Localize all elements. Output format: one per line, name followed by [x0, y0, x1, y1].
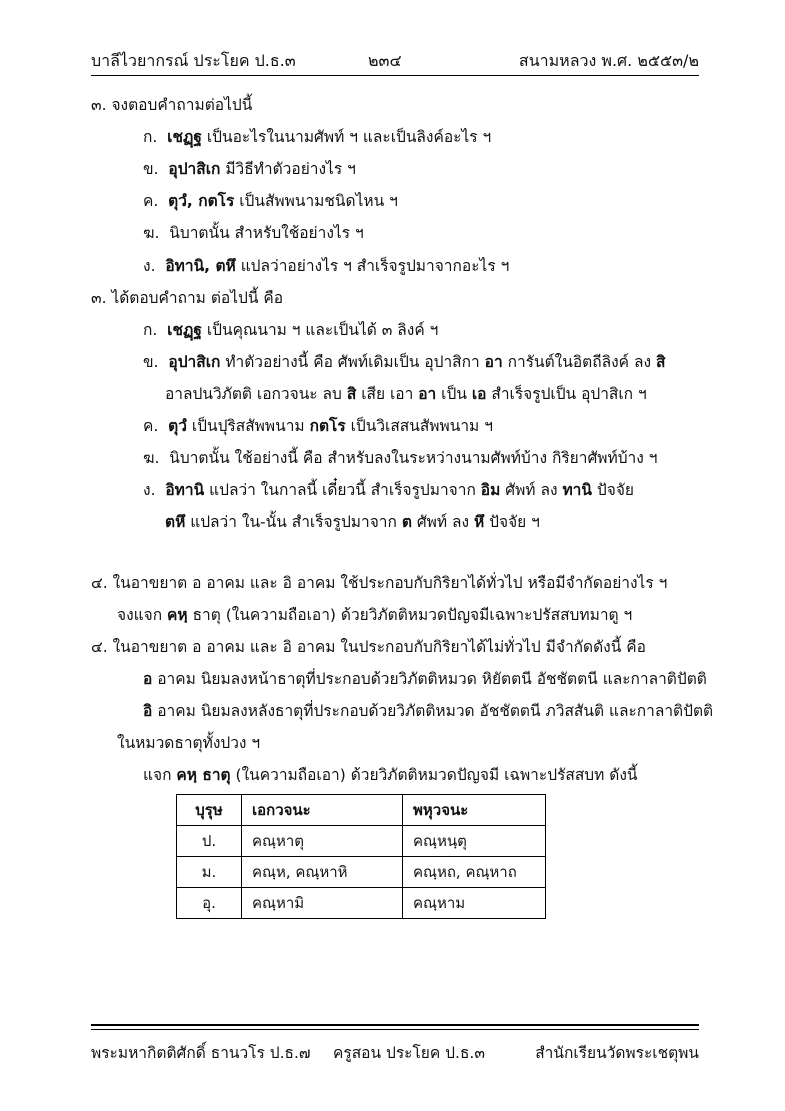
answer4-line1: ๔. ในอาขยาต อ อาคม และ อิ อาคม ในประกอบกับกิริยาได้ไม่ทั่วไป มีจำกัดดังนี้ คือ — [91, 638, 646, 656]
header-rule — [91, 75, 699, 76]
table-header-cell: บุรุษ — [177, 795, 242, 826]
table-cell: คณฺหาม — [403, 888, 546, 919]
question3-item-d: ฆ. นิบาตนั้น สำหรับใช้อย่างไร ฯ — [143, 224, 364, 242]
table-cell: คณฺหาตุ — [242, 826, 403, 857]
table-row — [177, 888, 546, 919]
footer-left: พระมหากิตติศักดิ์ ธานวโร ป.ธ.๗ — [91, 1044, 311, 1062]
answer4-line2: อ อาคม นิยมลงหน้าธาตุที่ประกอบด้วยวิภัตติหมวด หิยัตตนี อัชชัตตนี และกาลาติปัตติ — [143, 670, 707, 688]
answer3-item-e-cont: ตหึ แปลว่า ใน-นั้น สำเร็จรูปมาจาก ต ศัพท์ ลง หึ ปัจจัย ฯ — [165, 513, 540, 531]
table-header-cell: เอกวจนะ — [242, 795, 403, 826]
header-left: บาลีไวยากรณ์ ประโยค ป.ธ.๓ — [91, 51, 296, 70]
question4-line1: ๔. ในอาขยาต อ อาคม และ อิ อาคม ใช้ประกอบกับกิริยาได้ทั่วไป หรือมีจำกัดอย่างไร ฯ — [91, 574, 668, 592]
answer3-item-e: ง. อิทานิ แปลว่า ในกาลนี้ เดี๋ยวนี้ สำเร็จรูปมาจาก อิม ศัพท์ ลง ทานิ ปัจจัย — [143, 481, 634, 499]
footer-rule — [91, 1024, 699, 1026]
page-number: ๒๓๔ — [368, 51, 402, 70]
table-cell: คณฺห, คณฺหาหิ — [242, 857, 403, 888]
table-header-cell: พหุวจนะ — [403, 795, 546, 826]
answer3-item-b-cont: อาลปนวิภัตติ เอกวจนะ ลบ สิ เสีย เอา อา เป็น เอ สำเร็จรูปเป็น อุปาสิเก ฯ — [165, 385, 647, 403]
table-cell: ป. — [177, 826, 242, 857]
answer3-item-c: ค. ตุวํ เป็นปุริสสัพพนาม กตโร เป็นวิเสสนสัพพนาม ฯ — [143, 417, 493, 435]
conjugation-table — [176, 794, 546, 919]
question3-item-e: ง. อิทานิ, ตหึ แปลว่าอย่างไร ฯ สำเร็จรูปมาจากอะไร ฯ — [143, 257, 510, 275]
table-cell: อุ. — [177, 888, 242, 919]
question3-title: ๓. จงตอบคำถามต่อไปนี้ — [91, 96, 253, 114]
table-row — [177, 826, 546, 857]
answer3-item-d: ฆ. นิบาตนั้น ใช้อย่างนี้ คือ สำหรับลงในระหว่างนามศัพท์บ้าง กิริยาศัพท์บ้าง ฯ — [143, 449, 658, 467]
question3-item-b: ข. อุปาสิเก มีวิธีทำตัวอย่างไร ฯ — [143, 160, 356, 178]
question3-item-c: ค. ตุวํ, กตโร เป็นสัพพนามชนิดไหน ฯ — [143, 192, 398, 210]
question4-line2: จงแจก คหฺ ธาตุ (ในความถือเอา) ด้วยวิภัตติหมวดปัญจมีเฉพาะปรัสสบทมาตู ฯ — [117, 606, 633, 624]
table-cell: คณฺหถ, คณฺหาถ — [403, 857, 546, 888]
answer3-item-a: ก. เชฏฺฐ เป็นคุณนาม ฯ และเป็นได้ ๓ ลิงค์ ฯ — [143, 321, 439, 339]
table-row — [177, 857, 546, 888]
answer4-line4: ในหมวดธาตุทั้งปวง ฯ — [117, 734, 261, 752]
header-right: สนามหลวง พ.ศ. ๒๕๕๓/๒ — [518, 51, 699, 70]
answer3-item-b: ข. อุปาสิเก ทำตัวอย่างนี้ คือ ศัพท์เดิมเป็น อุปาสิกา อา การันต์ในอิตถีลิงค์ ลง สิ — [143, 353, 666, 371]
answer4-line3: อิ อาคม นิยมลงหลังธาตุที่ประกอบด้วยวิภัตติหมวด อัชชัตตนี ภวิสสันติ และกาลาติปัตติ — [143, 702, 714, 720]
table-header-row — [177, 795, 546, 826]
answer3-title: ๓. ได้ตอบคำถาม ต่อไปนี้ คือ — [91, 289, 284, 307]
table-cell: คณฺหนฺตุ — [403, 826, 546, 857]
answer4-line5: แจก คหฺ ธาตุ (ในความถือเอา) ด้วยวิภัตติหมวดปัญจมี เฉพาะปรัสสบท ดังนี้ — [143, 766, 638, 784]
footer-center: ครูสอน ประโยค ป.ธ.๓ — [333, 1044, 485, 1062]
table-cell: คณฺหามิ — [242, 888, 403, 919]
footer-rule-thin — [91, 1029, 699, 1030]
footer-right: สำนักเรียนวัดพระเชตุพน — [535, 1044, 699, 1062]
question3-item-a: ก. เชฏฺฐ เป็นอะไรในนามศัพท์ ฯ และเป็นลิงค์อะไร ฯ — [143, 128, 492, 146]
table-cell: ม. — [177, 857, 242, 888]
